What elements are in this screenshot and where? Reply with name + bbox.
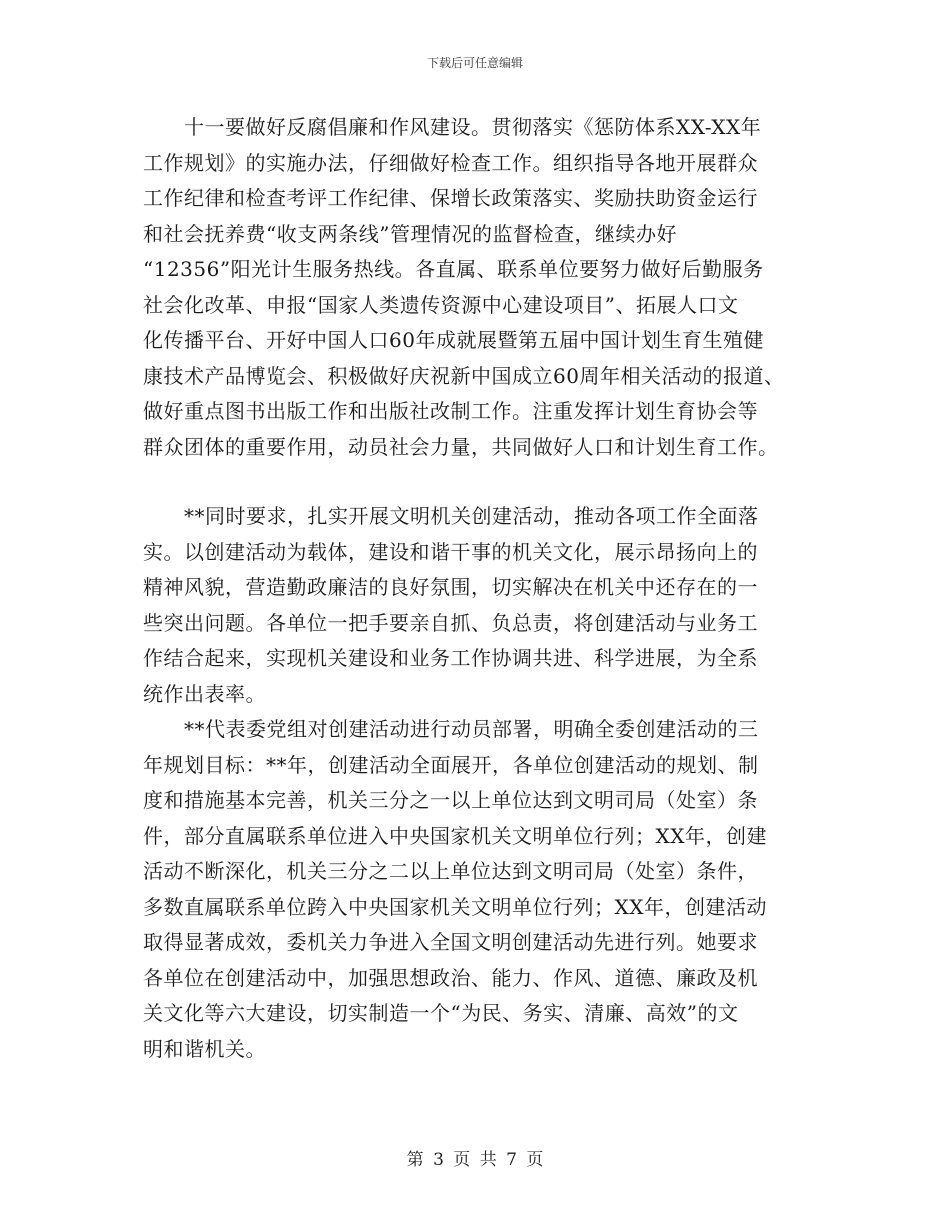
text-line: 年规划目标：**年，创建活动全面展开，各单位创建活动的规划、制 [143, 752, 759, 777]
text-line: 活动不断深化，机关三分之二以上单位达到文明司局（处室）条件， [143, 859, 758, 883]
text-line: 件，部分直属联系单位进入中央国家机关文明单位行列；XX年，创建 [143, 823, 767, 848]
text-line: 精神风貌，营造勤政廉洁的良好氛围，切实解决在机关中还存在的一 [143, 575, 758, 599]
text-line: **同时要求，扎实开展文明机关创建活动，推动各项工作全面落 [143, 504, 759, 528]
paragraph-2 [143, 499, 823, 712]
paragraph-1 [143, 110, 823, 465]
text-line: 各单位在创建活动中，加强思想政治、能力、作风、道德、廉政及机 [143, 965, 758, 990]
paragraph-gap [143, 465, 823, 499]
text-line: 多数直属联系单位跨入中央国家机关文明单位行列；XX年，创建活动 [143, 894, 767, 919]
text-line: 和社会抚养费“收支两条线”管理情况的监督检查，继续办好 [143, 221, 677, 246]
text-line: 关文化等六大建设，切实制造一个“为民、务实、清廉、高效”的文 [143, 1001, 739, 1025]
text-line: 作结合起来，实现机关建设和业务工作协调共进、科学进展，为全系 [143, 646, 758, 670]
text-line: **代表委党组对创建活动进行动员部署，明确全委创建活动的三 [143, 717, 759, 741]
document-body [143, 110, 823, 1067]
text-line: 康技术产品博览会、积极做好庆祝新中国成立60周年相关活动的报道、 [143, 363, 785, 388]
text-line: 统作出表率。 [143, 681, 266, 706]
page-header: 下载后可任意编辑 [426, 56, 523, 70]
text-line: 些突出问题。各单位一把手要亲自抓、负总责，将创建活动与业务工 [143, 610, 758, 635]
text-line: “12356”阳光计生服务热线。各直属、联系单位要努力做好后勤服务 [143, 257, 764, 281]
paragraph-3 [143, 712, 823, 1067]
text-line: 工作规划》的实施办法，仔细做好检查工作。组织指导各地开展群众 [143, 150, 758, 175]
text-line: 取得显著成效，委机关力争进入全国文明创建活动先进行列。她要求 [143, 930, 758, 954]
text-line: 群众团体的重要作用，动员社会力量，共同做好人口和计划生育工作。 [143, 434, 779, 459]
text-line: 社会化改革、申报“国家人类遗传资源中心建设项目”、拓展人口文 [143, 292, 739, 317]
text-line: 十一要做好反腐倡廉和作风建设。贯彻落实《惩防体系XX-XX年 [143, 115, 762, 139]
text-line: 实。以创建活动为载体，建设和谐干事的机关文化，展示昂扬向上的 [143, 539, 758, 564]
text-line: 化传播平台、开好中国人口60年成就展暨第五届中国计划生育生殖健 [143, 328, 764, 352]
text-line: 度和措施基本完善，机关三分之一以上单位达到文明司局（处室）条 [143, 788, 758, 812]
text-line: 做好重点图书出版工作和出版社改制工作。注重发挥计划生育协会等 [143, 399, 758, 423]
text-line: 明和谐机关。 [143, 1036, 266, 1061]
page-number: 第 3 页 共 7 页 [406, 1150, 544, 1170]
text-line: 工作纪律和检查考评工作纪律、保增长政策落实、奖励扶助资金运行 [143, 186, 758, 210]
